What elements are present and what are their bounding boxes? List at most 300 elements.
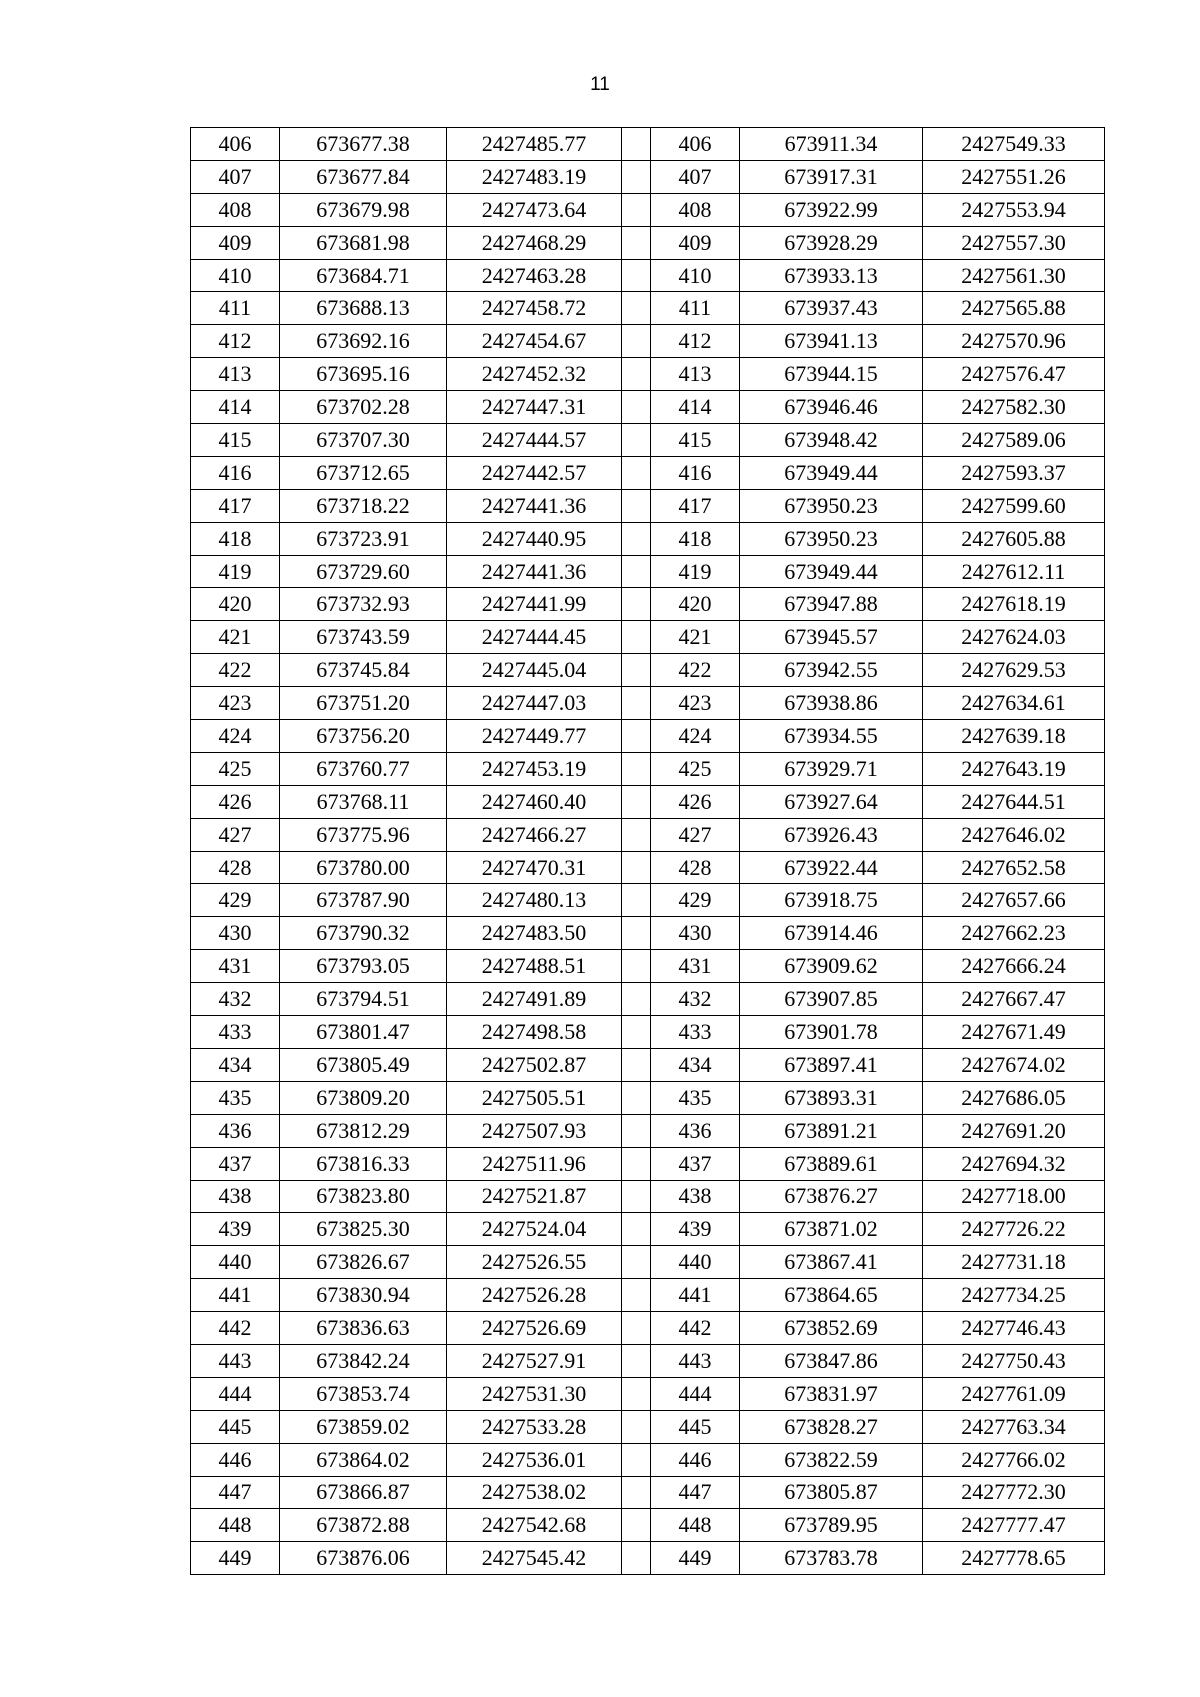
right-y-coordinate: 2427667.47 bbox=[923, 983, 1105, 1016]
left-x-coordinate: 673812.29 bbox=[280, 1114, 447, 1147]
left-y-coordinate: 2427531.30 bbox=[447, 1377, 622, 1410]
right-point-number: 439 bbox=[651, 1213, 740, 1246]
right-y-coordinate: 2427565.88 bbox=[923, 292, 1105, 325]
spacer-cell bbox=[622, 884, 651, 917]
left-y-coordinate: 2427444.57 bbox=[447, 424, 622, 457]
left-y-coordinate: 2427536.01 bbox=[447, 1443, 622, 1476]
left-x-coordinate: 673842.24 bbox=[280, 1344, 447, 1377]
left-point-number: 408 bbox=[191, 193, 280, 226]
right-y-coordinate: 2427750.43 bbox=[923, 1344, 1105, 1377]
spacer-cell bbox=[622, 1410, 651, 1443]
table-row bbox=[191, 851, 1105, 884]
right-x-coordinate: 673914.46 bbox=[740, 917, 923, 950]
spacer-cell bbox=[622, 1048, 651, 1081]
left-point-number: 420 bbox=[191, 588, 280, 621]
left-y-coordinate: 2427463.28 bbox=[447, 259, 622, 292]
left-point-number: 431 bbox=[191, 950, 280, 983]
left-point-number: 425 bbox=[191, 752, 280, 785]
left-point-number: 434 bbox=[191, 1048, 280, 1081]
spacer-cell bbox=[622, 160, 651, 193]
spacer-cell bbox=[622, 720, 651, 753]
right-point-number: 426 bbox=[651, 785, 740, 818]
left-x-coordinate: 673826.67 bbox=[280, 1246, 447, 1279]
right-y-coordinate: 2427549.33 bbox=[923, 128, 1105, 161]
table-row bbox=[191, 1114, 1105, 1147]
right-point-number: 449 bbox=[651, 1542, 740, 1575]
right-y-coordinate: 2427694.32 bbox=[923, 1147, 1105, 1180]
right-point-number: 409 bbox=[651, 226, 740, 259]
right-point-number: 441 bbox=[651, 1279, 740, 1312]
right-y-coordinate: 2427734.25 bbox=[923, 1279, 1105, 1312]
right-point-number: 447 bbox=[651, 1476, 740, 1509]
right-y-coordinate: 2427766.02 bbox=[923, 1443, 1105, 1476]
right-point-number: 438 bbox=[651, 1180, 740, 1213]
table-row bbox=[191, 1246, 1105, 1279]
left-point-number: 442 bbox=[191, 1312, 280, 1345]
left-x-coordinate: 673732.93 bbox=[280, 588, 447, 621]
left-x-coordinate: 673745.84 bbox=[280, 654, 447, 687]
spacer-cell bbox=[622, 325, 651, 358]
spacer-cell bbox=[622, 1377, 651, 1410]
right-y-coordinate: 2427686.05 bbox=[923, 1081, 1105, 1114]
spacer-cell bbox=[622, 818, 651, 851]
left-y-coordinate: 2427441.36 bbox=[447, 489, 622, 522]
spacer-cell bbox=[622, 1016, 651, 1049]
right-x-coordinate: 673938.86 bbox=[740, 687, 923, 720]
spacer-cell bbox=[622, 588, 651, 621]
table-row bbox=[191, 1542, 1105, 1575]
spacer-cell bbox=[622, 456, 651, 489]
left-y-coordinate: 2427524.04 bbox=[447, 1213, 622, 1246]
right-y-coordinate: 2427761.09 bbox=[923, 1377, 1105, 1410]
left-point-number: 418 bbox=[191, 522, 280, 555]
table-row bbox=[191, 1344, 1105, 1377]
right-point-number: 427 bbox=[651, 818, 740, 851]
right-point-number: 407 bbox=[651, 160, 740, 193]
spacer-cell bbox=[622, 259, 651, 292]
right-y-coordinate: 2427718.00 bbox=[923, 1180, 1105, 1213]
right-point-number: 446 bbox=[651, 1443, 740, 1476]
left-y-coordinate: 2427483.19 bbox=[447, 160, 622, 193]
right-x-coordinate: 673871.02 bbox=[740, 1213, 923, 1246]
left-x-coordinate: 673681.98 bbox=[280, 226, 447, 259]
left-y-coordinate: 2427511.96 bbox=[447, 1147, 622, 1180]
left-y-coordinate: 2427468.29 bbox=[447, 226, 622, 259]
right-y-coordinate: 2427576.47 bbox=[923, 358, 1105, 391]
spacer-cell bbox=[622, 391, 651, 424]
left-x-coordinate: 673864.02 bbox=[280, 1443, 447, 1476]
right-point-number: 412 bbox=[651, 325, 740, 358]
left-y-coordinate: 2427521.87 bbox=[447, 1180, 622, 1213]
left-point-number: 429 bbox=[191, 884, 280, 917]
table-row bbox=[191, 720, 1105, 753]
right-point-number: 425 bbox=[651, 752, 740, 785]
table-row bbox=[191, 358, 1105, 391]
right-y-coordinate: 2427643.19 bbox=[923, 752, 1105, 785]
page-number: 11 bbox=[590, 74, 610, 95]
right-point-number: 442 bbox=[651, 1312, 740, 1345]
left-x-coordinate: 673743.59 bbox=[280, 621, 447, 654]
right-x-coordinate: 673847.86 bbox=[740, 1344, 923, 1377]
spacer-cell bbox=[622, 785, 651, 818]
table-row bbox=[191, 752, 1105, 785]
spacer-cell bbox=[622, 1147, 651, 1180]
left-point-number: 435 bbox=[191, 1081, 280, 1114]
table-row bbox=[191, 1279, 1105, 1312]
right-y-coordinate: 2427561.30 bbox=[923, 259, 1105, 292]
left-y-coordinate: 2427491.89 bbox=[447, 983, 622, 1016]
right-y-coordinate: 2427570.96 bbox=[923, 325, 1105, 358]
right-x-coordinate: 673831.97 bbox=[740, 1377, 923, 1410]
table-row bbox=[191, 424, 1105, 457]
right-y-coordinate: 2427644.51 bbox=[923, 785, 1105, 818]
left-y-coordinate: 2427441.99 bbox=[447, 588, 622, 621]
table-row bbox=[191, 983, 1105, 1016]
right-x-coordinate: 673949.44 bbox=[740, 555, 923, 588]
right-point-number: 419 bbox=[651, 555, 740, 588]
right-point-number: 417 bbox=[651, 489, 740, 522]
left-x-coordinate: 673684.71 bbox=[280, 259, 447, 292]
spacer-cell bbox=[622, 1443, 651, 1476]
left-y-coordinate: 2427444.45 bbox=[447, 621, 622, 654]
right-x-coordinate: 673864.65 bbox=[740, 1279, 923, 1312]
spacer-cell bbox=[622, 1509, 651, 1542]
left-x-coordinate: 673768.11 bbox=[280, 785, 447, 818]
right-point-number: 414 bbox=[651, 391, 740, 424]
right-x-coordinate: 673937.43 bbox=[740, 292, 923, 325]
table-row bbox=[191, 1016, 1105, 1049]
right-point-number: 415 bbox=[651, 424, 740, 457]
right-x-coordinate: 673941.13 bbox=[740, 325, 923, 358]
right-y-coordinate: 2427624.03 bbox=[923, 621, 1105, 654]
left-point-number: 438 bbox=[191, 1180, 280, 1213]
right-point-number: 436 bbox=[651, 1114, 740, 1147]
right-y-coordinate: 2427551.26 bbox=[923, 160, 1105, 193]
right-x-coordinate: 673929.71 bbox=[740, 752, 923, 785]
left-y-coordinate: 2427533.28 bbox=[447, 1410, 622, 1443]
left-point-number: 449 bbox=[191, 1542, 280, 1575]
left-y-coordinate: 2427447.31 bbox=[447, 391, 622, 424]
table-row bbox=[191, 1048, 1105, 1081]
left-x-coordinate: 673836.63 bbox=[280, 1312, 447, 1345]
left-point-number: 440 bbox=[191, 1246, 280, 1279]
left-y-coordinate: 2427488.51 bbox=[447, 950, 622, 983]
right-x-coordinate: 673783.78 bbox=[740, 1542, 923, 1575]
table-row bbox=[191, 1509, 1105, 1542]
table-row bbox=[191, 588, 1105, 621]
right-point-number: 448 bbox=[651, 1509, 740, 1542]
table-row bbox=[191, 1377, 1105, 1410]
table-row bbox=[191, 1081, 1105, 1114]
table-row bbox=[191, 654, 1105, 687]
table-row bbox=[191, 1443, 1105, 1476]
spacer-cell bbox=[622, 226, 651, 259]
left-y-coordinate: 2427445.04 bbox=[447, 654, 622, 687]
right-point-number: 411 bbox=[651, 292, 740, 325]
right-y-coordinate: 2427605.88 bbox=[923, 522, 1105, 555]
right-x-coordinate: 673922.44 bbox=[740, 851, 923, 884]
left-point-number: 416 bbox=[191, 456, 280, 489]
right-y-coordinate: 2427657.66 bbox=[923, 884, 1105, 917]
right-x-coordinate: 673805.87 bbox=[740, 1476, 923, 1509]
right-x-coordinate: 673891.21 bbox=[740, 1114, 923, 1147]
left-y-coordinate: 2427449.77 bbox=[447, 720, 622, 753]
right-point-number: 423 bbox=[651, 687, 740, 720]
table-row bbox=[191, 1213, 1105, 1246]
spacer-cell bbox=[622, 1246, 651, 1279]
left-y-coordinate: 2427507.93 bbox=[447, 1114, 622, 1147]
left-y-coordinate: 2427526.28 bbox=[447, 1279, 622, 1312]
left-y-coordinate: 2427502.87 bbox=[447, 1048, 622, 1081]
right-point-number: 434 bbox=[651, 1048, 740, 1081]
spacer-cell bbox=[622, 654, 651, 687]
left-point-number: 443 bbox=[191, 1344, 280, 1377]
left-point-number: 423 bbox=[191, 687, 280, 720]
right-y-coordinate: 2427746.43 bbox=[923, 1312, 1105, 1345]
left-point-number: 441 bbox=[191, 1279, 280, 1312]
left-point-number: 447 bbox=[191, 1476, 280, 1509]
left-y-coordinate: 2427441.36 bbox=[447, 555, 622, 588]
spacer-cell bbox=[622, 1476, 651, 1509]
left-point-number: 426 bbox=[191, 785, 280, 818]
right-y-coordinate: 2427557.30 bbox=[923, 226, 1105, 259]
right-point-number: 433 bbox=[651, 1016, 740, 1049]
table-row bbox=[191, 391, 1105, 424]
table-row bbox=[191, 1180, 1105, 1213]
right-y-coordinate: 2427618.19 bbox=[923, 588, 1105, 621]
left-point-number: 413 bbox=[191, 358, 280, 391]
right-y-coordinate: 2427629.53 bbox=[923, 654, 1105, 687]
left-point-number: 445 bbox=[191, 1410, 280, 1443]
left-point-number: 411 bbox=[191, 292, 280, 325]
left-point-number: 417 bbox=[191, 489, 280, 522]
right-y-coordinate: 2427674.02 bbox=[923, 1048, 1105, 1081]
left-x-coordinate: 673793.05 bbox=[280, 950, 447, 983]
left-x-coordinate: 673859.02 bbox=[280, 1410, 447, 1443]
left-x-coordinate: 673679.98 bbox=[280, 193, 447, 226]
left-x-coordinate: 673707.30 bbox=[280, 424, 447, 457]
right-point-number: 408 bbox=[651, 193, 740, 226]
right-y-coordinate: 2427671.49 bbox=[923, 1016, 1105, 1049]
table-row bbox=[191, 917, 1105, 950]
left-point-number: 446 bbox=[191, 1443, 280, 1476]
left-y-coordinate: 2427505.51 bbox=[447, 1081, 622, 1114]
left-point-number: 407 bbox=[191, 160, 280, 193]
right-y-coordinate: 2427582.30 bbox=[923, 391, 1105, 424]
table-row bbox=[191, 884, 1105, 917]
spacer-cell bbox=[622, 358, 651, 391]
left-point-number: 436 bbox=[191, 1114, 280, 1147]
left-y-coordinate: 2427440.95 bbox=[447, 522, 622, 555]
table-row bbox=[191, 1410, 1105, 1443]
table-row bbox=[191, 226, 1105, 259]
spacer-cell bbox=[622, 424, 651, 457]
right-x-coordinate: 673867.41 bbox=[740, 1246, 923, 1279]
left-x-coordinate: 673823.80 bbox=[280, 1180, 447, 1213]
right-y-coordinate: 2427553.94 bbox=[923, 193, 1105, 226]
right-y-coordinate: 2427612.11 bbox=[923, 555, 1105, 588]
right-x-coordinate: 673950.23 bbox=[740, 522, 923, 555]
right-x-coordinate: 673928.29 bbox=[740, 226, 923, 259]
right-x-coordinate: 673852.69 bbox=[740, 1312, 923, 1345]
right-point-number: 432 bbox=[651, 983, 740, 1016]
right-y-coordinate: 2427589.06 bbox=[923, 424, 1105, 457]
spacer-cell bbox=[622, 489, 651, 522]
left-x-coordinate: 673790.32 bbox=[280, 917, 447, 950]
right-point-number: 410 bbox=[651, 259, 740, 292]
right-point-number: 422 bbox=[651, 654, 740, 687]
left-y-coordinate: 2427447.03 bbox=[447, 687, 622, 720]
left-y-coordinate: 2427460.40 bbox=[447, 785, 622, 818]
left-y-coordinate: 2427498.58 bbox=[447, 1016, 622, 1049]
left-y-coordinate: 2427470.31 bbox=[447, 851, 622, 884]
left-x-coordinate: 673688.13 bbox=[280, 292, 447, 325]
left-y-coordinate: 2427542.68 bbox=[447, 1509, 622, 1542]
right-x-coordinate: 673897.41 bbox=[740, 1048, 923, 1081]
left-point-number: 437 bbox=[191, 1147, 280, 1180]
left-y-coordinate: 2427458.72 bbox=[447, 292, 622, 325]
table-row bbox=[191, 193, 1105, 226]
left-y-coordinate: 2427526.55 bbox=[447, 1246, 622, 1279]
right-point-number: 418 bbox=[651, 522, 740, 555]
spacer-cell bbox=[622, 128, 651, 161]
spacer-cell bbox=[622, 1081, 651, 1114]
left-point-number: 406 bbox=[191, 128, 280, 161]
spacer-cell bbox=[622, 1542, 651, 1575]
left-x-coordinate: 673756.20 bbox=[280, 720, 447, 753]
table-row bbox=[191, 687, 1105, 720]
table-row bbox=[191, 555, 1105, 588]
right-point-number: 429 bbox=[651, 884, 740, 917]
left-x-coordinate: 673801.47 bbox=[280, 1016, 447, 1049]
left-x-coordinate: 673816.33 bbox=[280, 1147, 447, 1180]
table-row bbox=[191, 325, 1105, 358]
right-point-number: 443 bbox=[651, 1344, 740, 1377]
spacer-cell bbox=[622, 292, 651, 325]
left-point-number: 430 bbox=[191, 917, 280, 950]
spacer-cell bbox=[622, 555, 651, 588]
table-row bbox=[191, 522, 1105, 555]
right-x-coordinate: 673946.46 bbox=[740, 391, 923, 424]
spacer-cell bbox=[622, 621, 651, 654]
spacer-cell bbox=[622, 687, 651, 720]
left-x-coordinate: 673677.84 bbox=[280, 160, 447, 193]
left-x-coordinate: 673853.74 bbox=[280, 1377, 447, 1410]
right-x-coordinate: 673948.42 bbox=[740, 424, 923, 457]
spacer-cell bbox=[622, 1344, 651, 1377]
left-point-number: 412 bbox=[191, 325, 280, 358]
left-x-coordinate: 673760.77 bbox=[280, 752, 447, 785]
right-x-coordinate: 673789.95 bbox=[740, 1509, 923, 1542]
table-row bbox=[191, 292, 1105, 325]
left-x-coordinate: 673723.91 bbox=[280, 522, 447, 555]
right-x-coordinate: 673901.78 bbox=[740, 1016, 923, 1049]
right-y-coordinate: 2427593.37 bbox=[923, 456, 1105, 489]
left-x-coordinate: 673794.51 bbox=[280, 983, 447, 1016]
spacer-cell bbox=[622, 851, 651, 884]
left-x-coordinate: 673712.65 bbox=[280, 456, 447, 489]
table-row bbox=[191, 785, 1105, 818]
right-point-number: 440 bbox=[651, 1246, 740, 1279]
right-point-number: 437 bbox=[651, 1147, 740, 1180]
left-point-number: 415 bbox=[191, 424, 280, 457]
right-x-coordinate: 673917.31 bbox=[740, 160, 923, 193]
right-x-coordinate: 673889.61 bbox=[740, 1147, 923, 1180]
left-y-coordinate: 2427454.67 bbox=[447, 325, 622, 358]
left-point-number: 433 bbox=[191, 1016, 280, 1049]
right-x-coordinate: 673933.13 bbox=[740, 259, 923, 292]
spacer-cell bbox=[622, 1114, 651, 1147]
right-point-number: 444 bbox=[651, 1377, 740, 1410]
right-y-coordinate: 2427599.60 bbox=[923, 489, 1105, 522]
left-x-coordinate: 673876.06 bbox=[280, 1542, 447, 1575]
left-x-coordinate: 673695.16 bbox=[280, 358, 447, 391]
spacer-cell bbox=[622, 917, 651, 950]
coordinate-table bbox=[190, 127, 1105, 1575]
left-x-coordinate: 673825.30 bbox=[280, 1213, 447, 1246]
left-x-coordinate: 673830.94 bbox=[280, 1279, 447, 1312]
left-y-coordinate: 2427466.27 bbox=[447, 818, 622, 851]
right-y-coordinate: 2427731.18 bbox=[923, 1246, 1105, 1279]
left-y-coordinate: 2427480.13 bbox=[447, 884, 622, 917]
table-row bbox=[191, 456, 1105, 489]
left-x-coordinate: 673805.49 bbox=[280, 1048, 447, 1081]
left-y-coordinate: 2427453.19 bbox=[447, 752, 622, 785]
right-x-coordinate: 673828.27 bbox=[740, 1410, 923, 1443]
left-x-coordinate: 673692.16 bbox=[280, 325, 447, 358]
left-x-coordinate: 673787.90 bbox=[280, 884, 447, 917]
right-x-coordinate: 673876.27 bbox=[740, 1180, 923, 1213]
right-x-coordinate: 673918.75 bbox=[740, 884, 923, 917]
left-point-number: 410 bbox=[191, 259, 280, 292]
table-row bbox=[191, 1476, 1105, 1509]
right-y-coordinate: 2427666.24 bbox=[923, 950, 1105, 983]
right-y-coordinate: 2427726.22 bbox=[923, 1213, 1105, 1246]
left-y-coordinate: 2427483.50 bbox=[447, 917, 622, 950]
left-point-number: 409 bbox=[191, 226, 280, 259]
right-x-coordinate: 673893.31 bbox=[740, 1081, 923, 1114]
left-point-number: 432 bbox=[191, 983, 280, 1016]
table-row bbox=[191, 259, 1105, 292]
right-point-number: 430 bbox=[651, 917, 740, 950]
coordinate-table-body bbox=[191, 128, 1105, 1575]
spacer-cell bbox=[622, 1180, 651, 1213]
right-x-coordinate: 673922.99 bbox=[740, 193, 923, 226]
right-point-number: 413 bbox=[651, 358, 740, 391]
left-x-coordinate: 673775.96 bbox=[280, 818, 447, 851]
right-x-coordinate: 673926.43 bbox=[740, 818, 923, 851]
left-point-number: 424 bbox=[191, 720, 280, 753]
right-point-number: 421 bbox=[651, 621, 740, 654]
left-point-number: 448 bbox=[191, 1509, 280, 1542]
spacer-cell bbox=[622, 1213, 651, 1246]
right-y-coordinate: 2427778.65 bbox=[923, 1542, 1105, 1575]
right-point-number: 431 bbox=[651, 950, 740, 983]
left-y-coordinate: 2427527.91 bbox=[447, 1344, 622, 1377]
left-point-number: 422 bbox=[191, 654, 280, 687]
right-y-coordinate: 2427772.30 bbox=[923, 1476, 1105, 1509]
right-x-coordinate: 673911.34 bbox=[740, 128, 923, 161]
left-point-number: 444 bbox=[191, 1377, 280, 1410]
left-y-coordinate: 2427452.32 bbox=[447, 358, 622, 391]
left-point-number: 419 bbox=[191, 555, 280, 588]
left-y-coordinate: 2427485.77 bbox=[447, 128, 622, 161]
left-x-coordinate: 673872.88 bbox=[280, 1509, 447, 1542]
right-y-coordinate: 2427652.58 bbox=[923, 851, 1105, 884]
right-point-number: 428 bbox=[651, 851, 740, 884]
left-point-number: 421 bbox=[191, 621, 280, 654]
right-y-coordinate: 2427691.20 bbox=[923, 1114, 1105, 1147]
